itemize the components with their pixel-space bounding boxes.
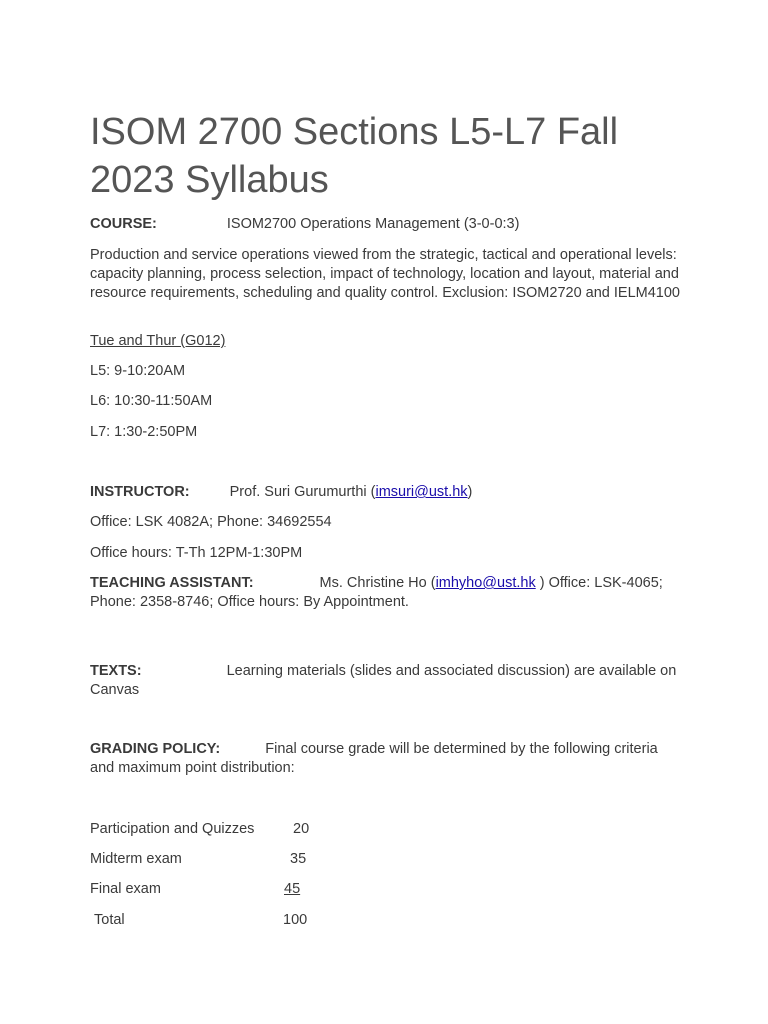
instructor-office: Office: LSK 4082A; Phone: 34692554 — [90, 514, 332, 530]
course-description: Production and service operations viewed from the strategic, tactical and operational levels: capacity planning, process selection, impact of technology, location and layout, material and resource requirements, scheduling and quality control. Exclusion: ISOM2720 and IELM4100 — [90, 247, 680, 301]
ta-label: TEACHING ASSISTANT: — [90, 575, 254, 591]
grade-total-name: Total — [94, 912, 125, 928]
grade-item-name: Midterm exam — [90, 851, 182, 867]
section-l5: L5: 9-10:20AM — [90, 363, 186, 379]
grade-item-name: Final exam — [90, 881, 161, 897]
section-l6: L6: 10:30-11:50AM — [90, 393, 213, 409]
texts-label: TEXTS: — [90, 663, 142, 679]
section-l7: L7: 1:30-2:50PM — [90, 424, 198, 440]
grading-label: GRADING POLICY: — [90, 741, 221, 757]
ta-contact: Phone: 2358-8746; Office hours: By Appointment. — [90, 594, 409, 610]
page-title: ISOM 2700 Sections L5-L7 Fall 2023 Syllabus — [90, 111, 619, 201]
instructor-name: Prof. Suri Gurumurthi ( — [229, 484, 376, 500]
grading-value: Final course grade will be determined by the following criteria — [265, 741, 658, 757]
texts-line — [90, 662, 676, 681]
ta-name: Ms. Christine Ho ( — [319, 575, 436, 591]
course-label: COURSE: — [90, 216, 157, 232]
texts-value-cont: Canvas — [90, 682, 140, 698]
grade-total-points: 100 — [283, 912, 308, 928]
ta-office: ) Office: LSK-4065; — [535, 575, 663, 591]
grading-value-cont: and maximum point distribution: — [90, 760, 295, 776]
instructor-close: ) — [467, 484, 473, 500]
grade-item-points: 35 — [290, 851, 307, 867]
grading-line — [90, 740, 658, 759]
instructor-email-link[interactable]: imsuri@ust.hk — [375, 484, 468, 500]
grade-item-name: Participation and Quizzes — [90, 821, 255, 837]
grade-item-points: 45 — [284, 881, 301, 897]
class-days: Tue and Thur (G012) — [90, 333, 226, 349]
instructor-line — [90, 483, 472, 502]
instructor-hours: Office hours: T-Th 12PM-1:30PM — [90, 545, 303, 561]
grade-item-points: 20 — [293, 821, 310, 837]
instructor-label: INSTRUCTOR: — [90, 484, 190, 500]
course-line — [90, 215, 519, 234]
ta-line — [90, 574, 663, 593]
course-value: ISOM2700 Operations Management (3-0-0:3) — [226, 216, 520, 232]
ta-email-link[interactable]: imhyho@ust.hk — [435, 575, 536, 591]
texts-value: Learning materials (slides and associated discussion) are available on — [226, 663, 677, 679]
